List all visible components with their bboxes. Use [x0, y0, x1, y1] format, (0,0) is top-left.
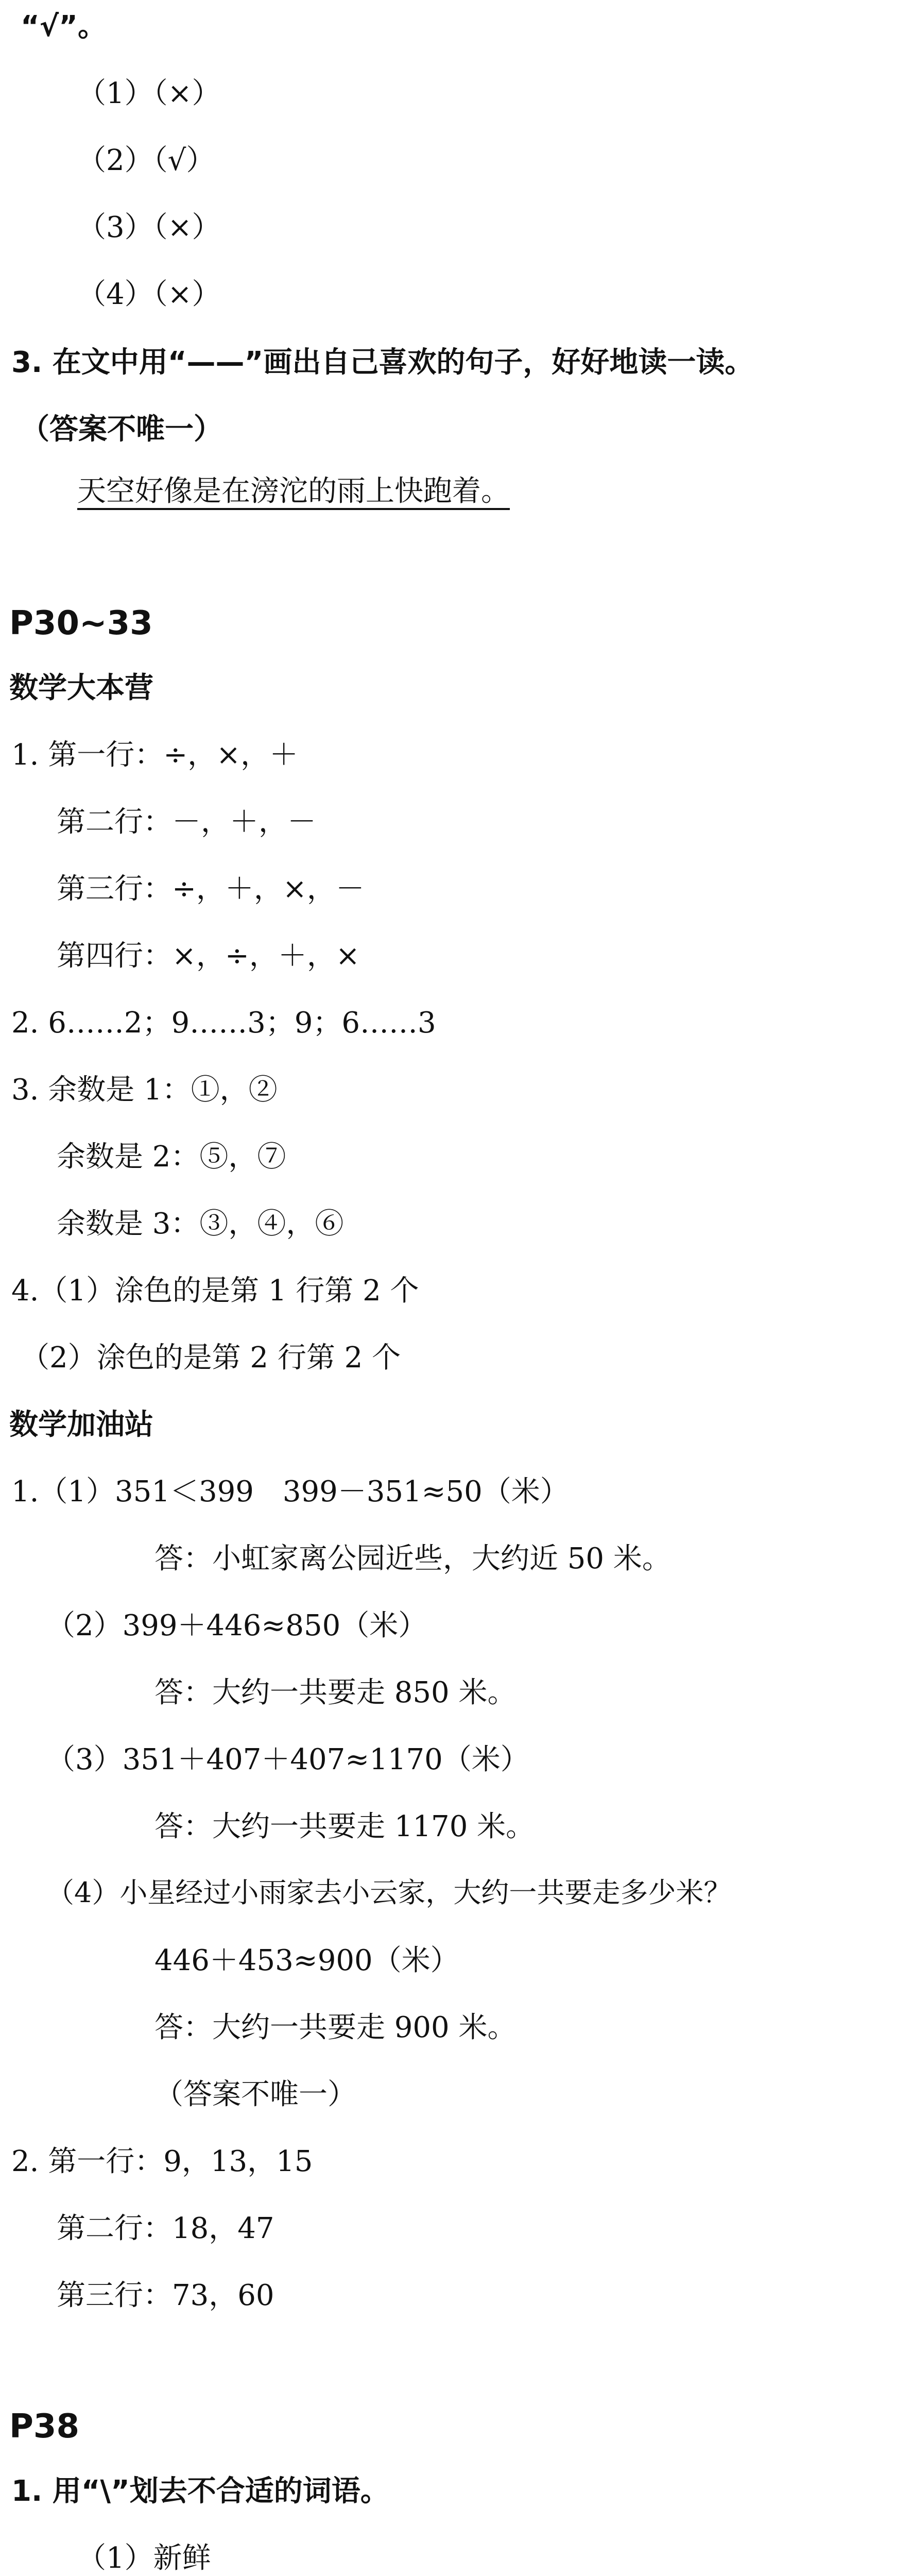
answer-line: （2）涂色的是第 2 行第 2 个: [21, 1341, 401, 1375]
question-heading: 1. 用“\”划去不合适的词语。: [11, 2475, 389, 2508]
answer-note: （答案不唯一）: [21, 413, 222, 446]
answer-line: 余数是 2：⑤，⑦: [57, 1140, 286, 1174]
answer-line: 答：大约一共要走 1170 米。: [154, 1810, 535, 1843]
answer-line: 2. 6……2；9……3；9；6……3: [11, 1006, 436, 1040]
answer-line: 第四行：×，÷，＋，×: [57, 939, 360, 973]
answer-line: （1）（×）: [77, 77, 221, 110]
page-section-heading: P30~33: [9, 604, 153, 642]
answer-line: （2）（√）: [77, 144, 215, 177]
answer-line: 446＋453≈900（米）: [154, 1944, 459, 1977]
answer-line: （4）（×）: [77, 278, 221, 311]
answer-line: 余数是 3：③，④，⑥: [57, 1207, 344, 1241]
answer-line: 答：大约一共要走 850 米。: [154, 1676, 517, 1709]
section-title: 数学大本营: [9, 671, 153, 705]
answer-line: “√”。: [21, 10, 107, 43]
answer-line: 答：小虹家离公园近些，大约近 50 米。: [154, 1542, 671, 1575]
answer-line: （1）新鲜: [77, 2541, 211, 2575]
underlined-sentence: 天空好像是在滂沱的雨上快跑着。: [77, 474, 510, 508]
answer-line: 第三行：÷，＋，×，－: [57, 872, 365, 906]
answer-line: 第二行：－，＋，－: [57, 805, 316, 839]
answer-line: 答：大约一共要走 900 米。: [154, 2011, 517, 2044]
answer-line: 1.（1）351＜399 399－351≈50（米）: [11, 1475, 569, 1509]
answer-line: （3）351＋407＋407≈1170（米）: [46, 1743, 529, 1776]
answer-note: （答案不唯一）: [154, 2078, 356, 2111]
answer-line: 1. 第一行：÷，×，＋: [11, 738, 299, 772]
answer-line: （3）（×）: [77, 211, 221, 244]
answer-line: 2. 第一行：9，13，15: [11, 2145, 313, 2178]
section-title: 数学加油站: [9, 1408, 153, 1442]
answer-line: 4.（1）涂色的是第 1 行第 2 个: [11, 1274, 419, 1308]
answer-line: 3. 余数是 1：①，②: [11, 1073, 278, 1107]
page-section-heading: P38: [9, 2408, 79, 2446]
answer-line: 第三行：73，60: [57, 2279, 274, 2312]
answer-line: （4）小星经过小雨家去小云家，大约一共要走多少米？: [46, 1876, 732, 1909]
question-heading: 3. 在文中用“——”画出自己喜欢的句子，好好地读一读。: [11, 346, 754, 379]
answer-line: （2）399＋446≈850（米）: [46, 1609, 427, 1642]
answer-line: 第二行：18，47: [57, 2212, 274, 2245]
